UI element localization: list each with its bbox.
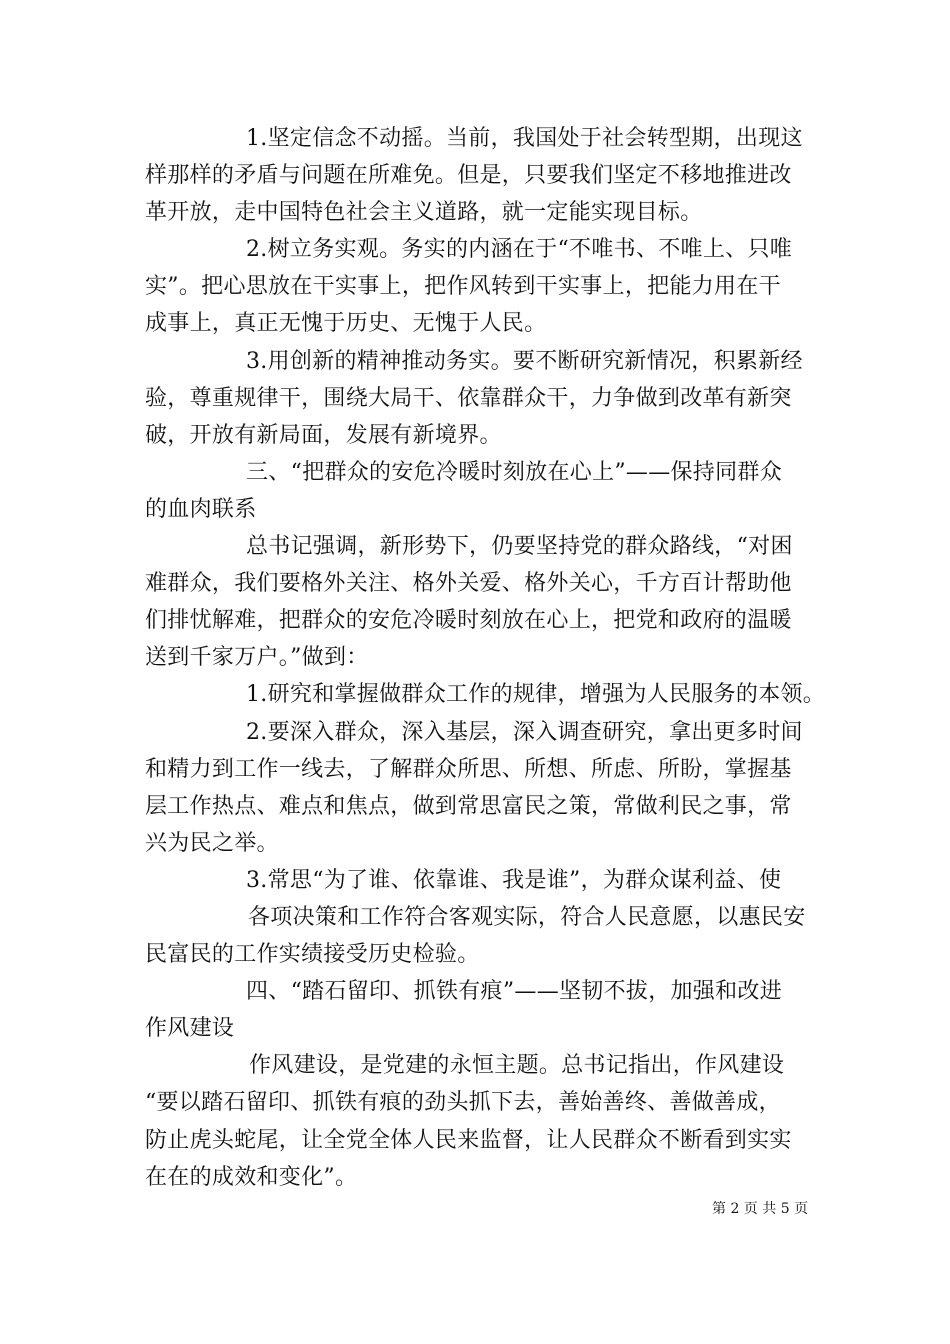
text-line: 破，开放有新局面，发展有新境界。 <box>145 422 502 448</box>
text-line: 难群众，我们要格外关注、格外关爱、格外关心，千方百计帮助他 <box>145 571 792 597</box>
text-line: 2.树立务实观。务实的内涵在于“不唯书、不唯上、只唯 <box>246 237 793 263</box>
text-line: 民富民的工作实绩接受历史检验。 <box>145 942 480 968</box>
text-line: 和精力到工作一线去，了解群众所思、所想、所虑、所盼，掌握基 <box>145 756 792 782</box>
text-line: 总书记强调，新形势下，仍要坚持党的群众路线，“对困 <box>246 534 793 560</box>
text-line: 送到千家万户。”做到： <box>145 645 369 671</box>
section-heading-line: 的血肉联系 <box>145 496 257 522</box>
text-line: 样那样的矛盾与问题在所难免。但是，只要我们坚定不移地推进改 <box>145 163 792 189</box>
text-line: 作风建设，是党建的永恒主题。总书记指出，作风建设 <box>249 1053 785 1079</box>
section-heading-line: 三、“把群众的安危冷暖时刻放在心上”——保持同群众 <box>246 459 782 485</box>
text-line: 验，尊重规律干，围绕大局干、依靠群众干，力争做到改革有新突 <box>145 385 792 411</box>
text-line: 1.坚定信念不动摇。当前，我国处于社会转型期，出现这 <box>246 126 803 151</box>
text-line: 1.研究和掌握做群众工作的规律，增强为人民服务的本领。 <box>246 682 826 708</box>
text-line: 各项决策和工作符合客观实际，符合人民意愿，以惠民安 <box>248 904 806 930</box>
text-line: 在在的成效和变化”。 <box>145 1164 358 1190</box>
text-line: “要以踏石留印、抓铁有痕的劲头抓下去，善始善终、善做善成， <box>145 1090 781 1116</box>
page-number: 第 2 页 共 5 页 <box>712 1201 809 1217</box>
section-heading-line: 四、“踏石留印、抓铁有痕”——坚韧不拔，加强和改进 <box>246 979 782 1005</box>
text-line: 革开放，走中国特色社会主义道路，就一定能实现目标。 <box>145 200 703 226</box>
text-line: 2.要深入群众，深入基层，深入调查研究，拿出更多时间 <box>246 719 803 745</box>
text-line: 3.常思“为了谁、依靠谁、我是谁”，为群众谋利益、使 <box>246 867 782 893</box>
text-line: 成事上，真正无愧于历史、无愧于人民。 <box>145 311 547 337</box>
text-line: 层工作热点、难点和焦点，做到常思富民之策，常做利民之事，常 <box>145 793 792 819</box>
text-line: 们排忧解难，把群众的安危冷暖时刻放在心上，把党和政府的温暖 <box>145 608 792 634</box>
section-heading-line: 作风建设 <box>145 1016 235 1042</box>
document-body <box>145 120 826 1196</box>
text-line: 3.用创新的精神推动务实。要不断研究新情况，积累新经 <box>246 348 803 374</box>
text-line: 防止虎头蛇尾，让全党全体人民来监督，让人民群众不断看到实实 <box>145 1127 792 1153</box>
text-line: 兴为民之举。 <box>145 830 279 856</box>
text-line: 实”。把心思放在干实事上，把作风转到干实事上，把能力用在干 <box>145 274 781 300</box>
